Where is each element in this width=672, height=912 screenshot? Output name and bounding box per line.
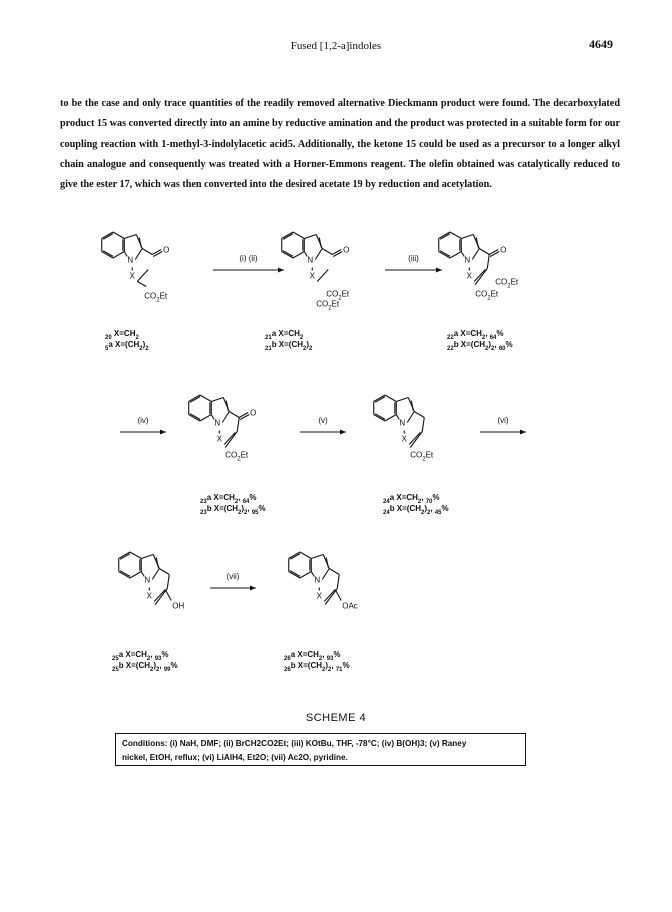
x-linker-label: X xyxy=(466,271,472,281)
reaction-arrow xyxy=(385,254,442,273)
compound-label-line: $_{25}$b $X=(CH_2)_2$, $_{99}$% xyxy=(112,661,178,673)
reaction-arrow xyxy=(120,416,166,435)
arrow-condition-label: (iii) xyxy=(408,254,419,263)
x-linker-label: X xyxy=(316,591,322,601)
compound-label-line: $_{22}$a $X=CH_2$, $_{64}$% xyxy=(447,329,504,341)
molecule-25 xyxy=(119,552,185,611)
ester-label: $CO_2Et$ xyxy=(316,299,340,312)
compound-label xyxy=(265,329,313,352)
arrow-condition-label: (iv) xyxy=(137,416,149,425)
conditions-line-2: nickel, EtOH, reflux; (vi) LiAlH4, Et2O; (vii) Ac2O, pyridine. xyxy=(122,753,348,762)
reaction-arrow xyxy=(213,254,284,273)
nitrogen-label: N xyxy=(314,575,321,585)
conditions-line-1: Conditions: (i) NaH, DMF; (ii) BrCH2CO2Et; (iii) KOtBu, THF, -78°C; (iv) B(OH)3; (v) Raney xyxy=(122,739,467,748)
compound-label-line: $_{26}$b $X=(CH_2)_2$, $_{71}$% xyxy=(284,661,350,673)
compound-label-line: $_{23}$b $X=(CH_2)_2$, $_{95}$% xyxy=(200,504,266,516)
compound-label-line: $_{21}$a $X=CH_2$ xyxy=(265,329,304,341)
molecule-26 xyxy=(289,552,358,611)
conditions-box xyxy=(115,733,526,766)
arrow-condition-label: (i) (ii) xyxy=(239,254,258,263)
reaction-arrow xyxy=(300,416,346,435)
compound-label-line: $_{21}$b $X=(CH_2)_2$ xyxy=(265,340,313,352)
nitrogen-label: N xyxy=(144,575,151,585)
arrow-condition-label: (v) xyxy=(318,416,328,425)
compound-labels xyxy=(105,329,513,673)
ester-label: $CO_2Et$ xyxy=(475,289,499,302)
compound-label-line: $_{24}$a $X=CH_2$, $_{70}$% xyxy=(383,493,440,505)
nitrogen-label: N xyxy=(307,255,314,265)
molecule-20 xyxy=(102,232,170,304)
molecule-21 xyxy=(282,232,350,312)
ester-label: $CO_2Et$ xyxy=(326,289,350,302)
compound-label xyxy=(447,329,513,352)
compound-label-line: $_{26}$a $X=CH_2$, $_{93}$% xyxy=(284,650,341,662)
reaction-arrow xyxy=(480,416,526,435)
running-title: Fused [1,2-a]indoles xyxy=(290,40,382,52)
molecule-structures xyxy=(102,232,519,611)
x-linker-label: X xyxy=(309,271,315,281)
x-linker-label: X xyxy=(129,271,135,281)
compound-label xyxy=(284,650,350,673)
hydroxyl-label: OH xyxy=(172,601,185,611)
compound-label-line: $_{24}$b $X=(CH_2)_2$, $_{45}$% xyxy=(383,504,449,516)
reaction-arrow xyxy=(210,572,256,591)
oxygen-label: O xyxy=(343,245,350,255)
compound-label-line: $_5$a $X=(CH_2)_2$ xyxy=(105,340,149,352)
ester-label: $CO_2Et$ xyxy=(410,450,434,463)
ester-label: $CO_2Et$ xyxy=(225,450,249,463)
nitrogen-label: N xyxy=(214,418,221,428)
x-linker-label: X xyxy=(216,434,222,444)
x-linker-label: X xyxy=(146,591,152,601)
compound-label-line: $_{25}$a $X=CH_2$, $_{93}$% xyxy=(112,650,169,662)
x-linker-label: X xyxy=(401,434,407,444)
molecule-23 xyxy=(189,395,257,463)
compound-label xyxy=(105,329,149,352)
compound-label xyxy=(383,493,449,516)
nitrogen-label: N xyxy=(127,255,134,265)
nitrogen-label: N xyxy=(464,255,471,265)
compound-label xyxy=(112,650,178,673)
oxygen-label: O xyxy=(500,245,507,255)
oxygen-label: O xyxy=(163,245,170,255)
ester-label: $CO_2Et$ xyxy=(144,291,168,304)
scheme-title: SCHEME 4 xyxy=(305,712,367,724)
compound-label xyxy=(200,493,266,516)
nitrogen-label: N xyxy=(399,418,406,428)
paragraph-text: to be the case and only trace quantities of the readily removed alternative Dieckmann product were found. The decarboxylated product 15 was converted directly into an amine by reductive amination and the product was protected in a suitable form for our coupling reaction with 1-methyl-3-indolylacetic acid5. Additionally, the ketone 15 could be used as a precursor to a longer alkyl chain analogue and consequently was treated with a Horner-Emmons reagent. The olefin obtained was catalytically reduced to give the ester 17, which was then converted into the desired acetate 19 by reduction and acetylation. xyxy=(60,98,620,191)
page-number: 4649 xyxy=(589,37,613,51)
arrow-condition-label: (vii) xyxy=(226,572,240,581)
molecule-22 xyxy=(439,232,519,302)
oxygen-label: O xyxy=(250,408,257,418)
arrow-condition-label: (vi) xyxy=(497,416,509,425)
compound-label-line: $_{22}$b $X=(CH_2)_2$, $_{60}$% xyxy=(447,340,513,352)
molecule-24 xyxy=(374,395,434,463)
ester-label: $CO_2Et$ xyxy=(495,277,519,290)
compound-label-line: $_{23}$a $X=CH_2$, $_{64}$% xyxy=(200,493,257,505)
compound-label-line: $_{20}$ $X=CH_2$ xyxy=(105,329,139,341)
acetate-label: OAc xyxy=(342,601,358,611)
